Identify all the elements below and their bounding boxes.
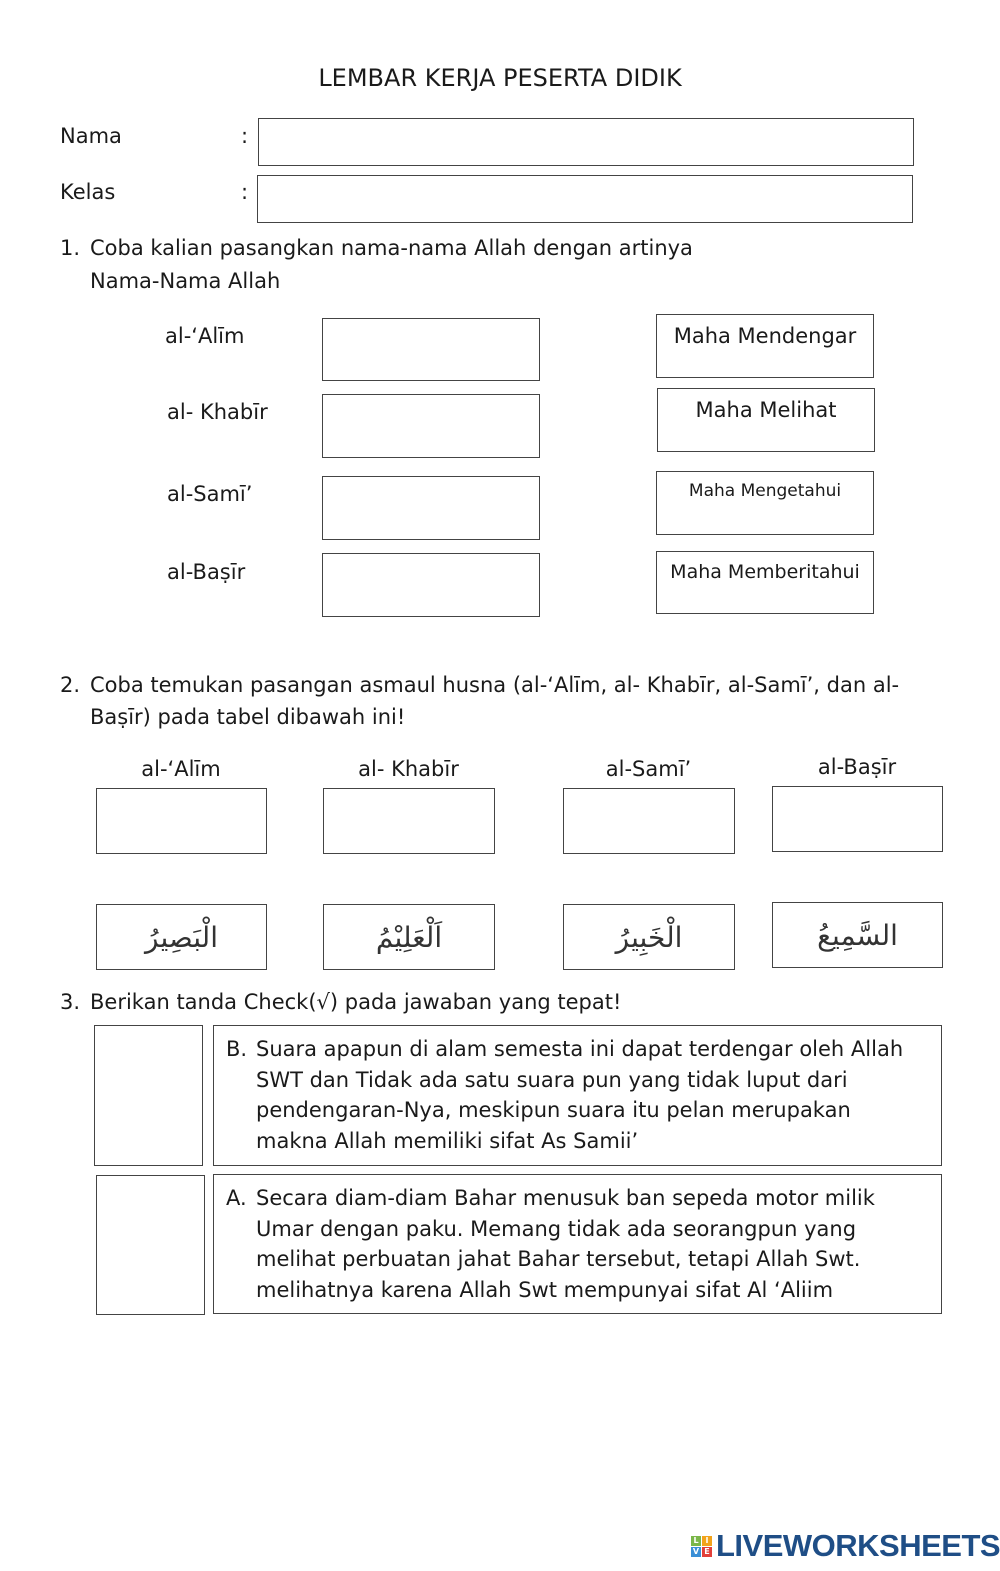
check-box-a[interactable] bbox=[96, 1175, 205, 1315]
q2-text-line2: Baṣīr) pada tabel dibawah ini! bbox=[90, 705, 406, 729]
logo-letter: E bbox=[702, 1547, 712, 1557]
name-alim: al-‘Alīm bbox=[165, 324, 245, 348]
option-b bbox=[213, 1025, 942, 1166]
drop-box-basir[interactable] bbox=[772, 786, 943, 852]
header-basir: al-Baṣīr bbox=[817, 755, 897, 779]
drop-box-alim[interactable] bbox=[96, 788, 267, 854]
match-box-khabir[interactable] bbox=[322, 394, 540, 458]
drop-box-sami[interactable] bbox=[563, 788, 735, 854]
meaning-card-mendengar[interactable]: Maha Mendengar bbox=[656, 314, 874, 378]
option-b-label: B. bbox=[226, 1037, 248, 1061]
q3-text: Berikan tanda Check(√) pada jawaban yang tepat! bbox=[90, 990, 622, 1014]
nama-label: Nama bbox=[60, 124, 122, 148]
meaning-card-melihat[interactable]: Maha Melihat bbox=[657, 388, 875, 452]
arabic-card-khabir[interactable]: الْخَبِيرُ bbox=[563, 904, 735, 970]
name-sami: al-Samī’ bbox=[167, 482, 253, 506]
option-a bbox=[213, 1174, 942, 1314]
arabic-card-alim[interactable]: اَلْعَلِيْمُ bbox=[323, 904, 495, 970]
meaning-card-memberitahui[interactable]: Maha Memberitahui bbox=[656, 551, 874, 614]
live-blocks-icon bbox=[691, 1536, 712, 1557]
header-sami: al-Samī’ bbox=[605, 757, 692, 781]
logo-letter: I bbox=[702, 1536, 712, 1546]
liveworksheets-logo bbox=[691, 1528, 1000, 1564]
name-khabir: al- Khabīr bbox=[167, 400, 268, 424]
match-box-sami[interactable] bbox=[322, 476, 540, 540]
q1-text: Coba kalian pasangkan nama-nama Allah dengan artinya bbox=[90, 236, 693, 260]
q1-number: 1. bbox=[60, 236, 81, 260]
drop-box-khabir[interactable] bbox=[323, 788, 495, 854]
q1-subtitle: Nama-Nama Allah bbox=[90, 269, 281, 293]
q2-text-line1: Coba temukan pasangan asmaul husna (al-‘Alīm, al- Khabīr, al-Samī’, dan al- bbox=[90, 673, 900, 697]
q2-number: 2. bbox=[60, 673, 81, 697]
header-alim: al-‘Alīm bbox=[141, 757, 221, 781]
match-box-alim[interactable] bbox=[322, 318, 540, 381]
match-box-basir[interactable] bbox=[322, 553, 540, 617]
kelas-input[interactable] bbox=[257, 175, 913, 223]
header-khabir: al- Khabīr bbox=[358, 757, 459, 781]
kelas-colon: : bbox=[241, 180, 249, 204]
logo-letter: V bbox=[692, 1547, 700, 1556]
nama-colon: : bbox=[241, 124, 249, 148]
logo-letter: L bbox=[691, 1536, 701, 1546]
meaning-card-mengetahui[interactable]: Maha Mengetahui bbox=[656, 471, 874, 535]
kelas-label: Kelas bbox=[60, 180, 116, 204]
option-b-text: Suara apapun di alam semesta ini dapat terdengar oleh Allah SWT dan Tidak ada satu suara pun yang tidak luput dari pendengaran-Nya, meskipun suara itu pelan merupakan makna Allah memiliki sifat As Samii’ bbox=[256, 1037, 904, 1153]
check-box-b[interactable] bbox=[94, 1025, 203, 1166]
q3-number: 3. bbox=[60, 990, 81, 1014]
nama-input[interactable] bbox=[258, 118, 914, 166]
logo-text: LIVEWORKSHEETS bbox=[716, 1528, 1000, 1563]
page-title: LEMBAR KERJA PESERTA DIDIK bbox=[318, 64, 682, 92]
option-a-text: Secara diam-diam Bahar menusuk ban sepeda motor milik Umar dengan paku. Memang tidak ada seorangpun yang melihat perbuatan jahat Bahar tersebut, tetapi Allah Swt. melihatnya karena Allah Swt mempunyai sifat Al ‘Aliim bbox=[256, 1186, 875, 1302]
option-a-label: A. bbox=[226, 1186, 247, 1210]
arabic-card-basir[interactable]: الْبَصِيرُ bbox=[96, 904, 267, 970]
name-basir: al-Baṣīr bbox=[167, 560, 246, 584]
arabic-card-sami[interactable]: السَّمِيعُ bbox=[772, 902, 943, 968]
